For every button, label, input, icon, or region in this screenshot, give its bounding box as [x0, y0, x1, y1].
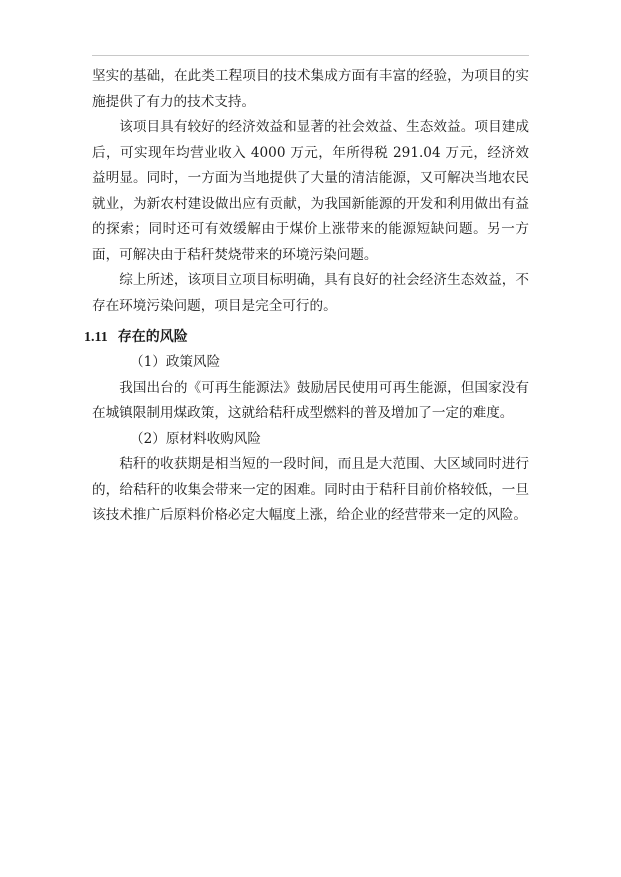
risk-item-label-policy: （1）政策风险 [130, 354, 221, 370]
paragraph-conclusion: 综上所述，该项目立项目标明确，具有良好的社会经济生态效益，不存在环境污染问题，项目是完全可行的。 [92, 272, 529, 314]
section-number: 1.11 [84, 330, 108, 345]
risk-item-text-material: 秸秆的收获期是相当短的一段时间，而且是大范围、大区域同时进行的，给秸秆的收集会带来一定的困难。同时由于秸秆目前价格较低，一旦该技术推广后原料价格必定大幅度上涨，给企业的经营带来一定的风险。 [92, 456, 529, 523]
document-body [84, 64, 529, 529]
paragraph-tech-support: 坚实的基础，在此类工程项目的技术集成方面有丰富的经验，为项目的实施提供了有力的技术支持。 [92, 68, 529, 110]
paragraph-benefits: 该项目具有较好的经济效益和显著的社会效益、生态效益。项目建成后，可实现年均营业收入 4000 万元，年所得税 291.04 万元，经济效益明显。同时，一方面为当地提供了大量的清洁能源，又可解决当地农民就业，为新农村建设做出应有贡献，为我国新能源的开发和利用做出有益的探索；同时还可有效缓解由于煤价上涨带来的能源短缺问题。另一方面，可解决由于秸秆焚烧带来的环境污染问题。 [92, 119, 529, 263]
risk-item-text-policy: 我国出台的《可再生能源法》鼓励居民使用可再生能源，但国家没有在城镇限制用煤政策，这就给秸秆成型燃料的普及增加了一定的难度。 [92, 379, 529, 421]
risk-item-label-material: （2）原材料收购风险 [130, 430, 261, 447]
section-heading [84, 325, 529, 350]
header-rule [92, 55, 529, 56]
section-title: 存在的风险 [117, 329, 188, 345]
